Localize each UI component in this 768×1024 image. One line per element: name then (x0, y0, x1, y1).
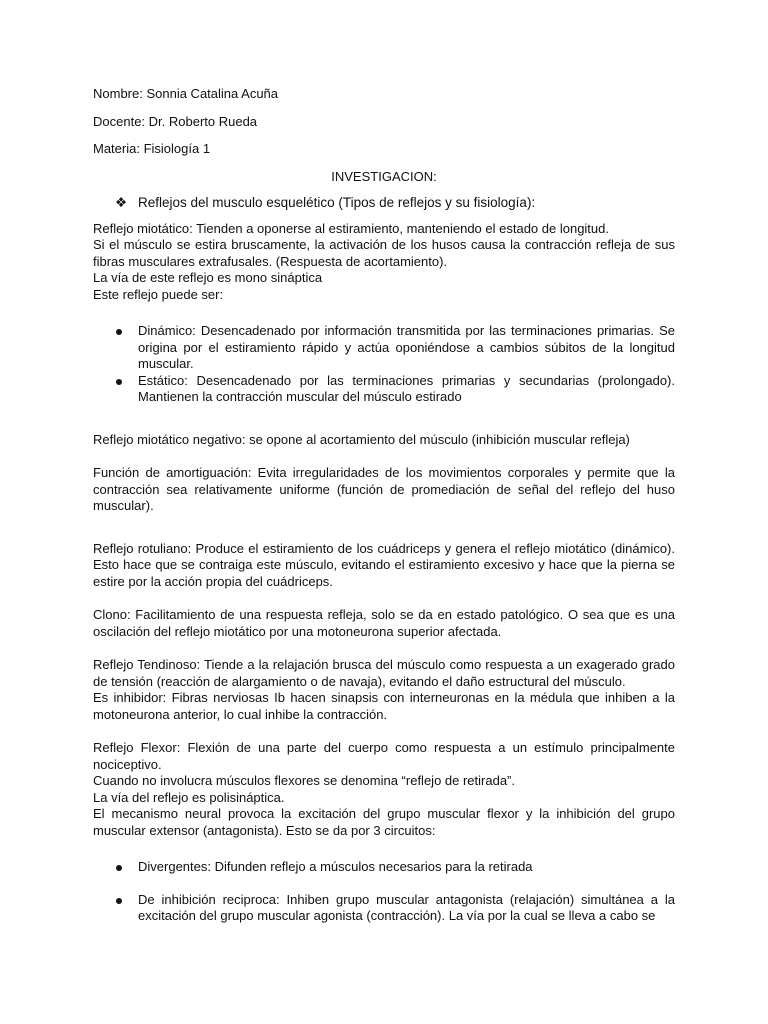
document-title: INVESTIGACION: (331, 168, 437, 184)
paragraph: Es inhibidor: Fibras nerviosas Ib hacen sinapsis con interneuronas en la médula que inhiben a la motoneurona anterior, lo cual inhibe la contracción. (93, 690, 675, 722)
paragraph: Cuando no involucra músculos flexores se denomina “reflejo de retirada”. (93, 773, 515, 788)
list-item: Dinámico: Desencadenado por información transmitida por las terminaciones primarias. Se origina por el estiramiento rápido y actúa oponiéndose a cambios súbitos de la longitud muscular. (93, 323, 675, 373)
bullet-icon (116, 898, 122, 904)
flexor-block (93, 740, 675, 839)
tendinoso-block (93, 657, 675, 723)
rotuliano-paragraph: Reflejo rotuliano: Produce el estiramiento de los cuádriceps y genera el reflejo miotático (dinámico). Esto hace que se contraiga este músculo, evitando el estiramiento excesivo y hace que la pierna se estire por la acción propia del cuádriceps. (93, 540, 675, 589)
paragraph: Reflejo miotático: Tienden a oponerse al estiramiento, manteniendo el estado de longitud. (93, 220, 609, 236)
section-heading-text: Reflejos del musculo esquelético (Tipos de reflejos y su fisiología): (138, 195, 536, 210)
student-name: Nombre: Sonnia Catalina Acuña (93, 86, 279, 101)
section-heading (93, 195, 675, 212)
bullet-icon (116, 865, 122, 871)
miotatico-bullet-list (93, 323, 675, 406)
subject: Materia: Fisiología 1 (93, 141, 211, 156)
flexor-bullet-list (93, 859, 675, 925)
document-body (93, 86, 675, 925)
paragraph: La vía del reflejo es polisináptica. (93, 789, 285, 805)
miotatico-negativo-paragraph: Reflejo miotático negativo: se opone al acortamiento del músculo (inhibición muscular refleja) (93, 431, 630, 447)
paragraph: Este reflejo puede ser: (93, 286, 224, 302)
paragraph: Reflejo Flexor: Flexión de una parte del cuerpo como respuesta a un estímulo principalmente nociceptivo. (93, 740, 675, 772)
teacher-name: Docente: Dr. Roberto Rueda (93, 113, 258, 129)
paragraph: Si el músculo se estira bruscamente, la activación de los husos causa la contracción refleja de sus fibras musculares extrafusales. (Respuesta de acortamiento). (93, 237, 675, 269)
bullet-icon (116, 329, 122, 335)
list-item: De inhibición reciproca: Inhiben grupo muscular antagonista (relajación) simultánea a la excitación del grupo muscular agonista (contracción). La vía por la cual se lleva a cabo se (93, 892, 675, 925)
clono-paragraph: Clono: Facilitamiento de una respuesta refleja, solo se da en estado patológico. O sea que es una oscilación del reflejo miotático por una motoneurona superior afectada. (93, 607, 675, 639)
paragraph: La vía de este reflejo es mono sináptica (93, 270, 323, 285)
list-item: Estático: Desencadenado por las terminaciones primarias y secundarias (prolongado). Mantienen la contracción muscular del músculo estirado (93, 373, 675, 406)
diamond-bullet-icon: ❖ (115, 195, 128, 210)
bullet-icon (116, 379, 122, 385)
paragraph: El mecanismo neural provoca la excitación del grupo muscular flexor y la inhibición del grupo muscular extensor (antagonista). Esto se da por 3 circuitos: (93, 806, 675, 838)
amortiguacion-paragraph: Función de amortiguación: Evita irregularidades de los movimientos corporales y permite que la contracción sea relativamente uniforme (función de promediación de señal del reflejo del huso muscular). (93, 465, 675, 513)
list-item: Divergentes: Difunden reflejo a músculos necesarios para la retirada (93, 859, 675, 876)
miotatico-block (93, 221, 675, 304)
paragraph: Reflejo Tendinoso: Tiende a la relajación brusca del músculo como respuesta a un exagerado grado de tensión (reacción de alargamiento o de navaja), evitando el daño estructural del músculo. (93, 657, 675, 689)
